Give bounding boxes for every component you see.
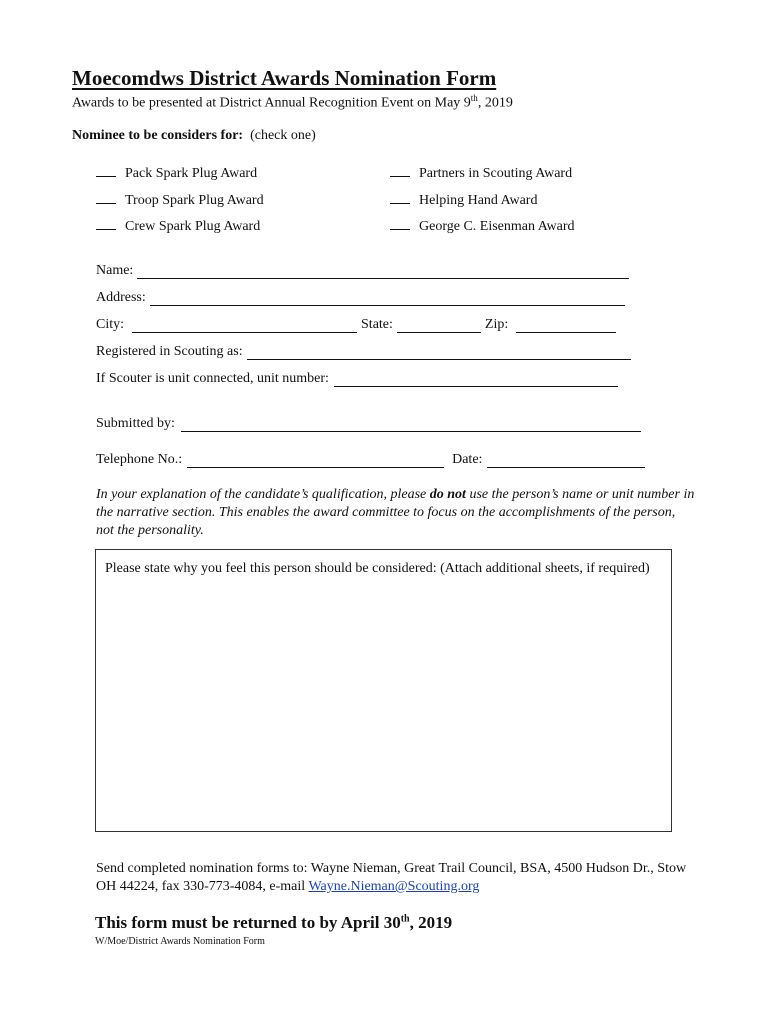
- nominee-hint: (check one): [250, 128, 316, 143]
- note-text-rest: use the person’s name or unit number in the narrative section. This enables the award committee to focus on the accomplishments of the person, not the personality.: [96, 487, 695, 538]
- award-label: Pack Spark Plug Award: [125, 166, 258, 181]
- telephone-field[interactable]: [187, 454, 444, 468]
- submitted-row: [96, 416, 641, 432]
- award-checkbox-blank[interactable]: [390, 165, 410, 177]
- send-instructions: [96, 860, 696, 896]
- name-row: [96, 263, 629, 279]
- registered-label: Registered in Scouting as:: [96, 344, 243, 359]
- form-title: Moecomdws District Awards Nomination Form: [72, 66, 497, 90]
- award-checkbox-blank[interactable]: [96, 192, 116, 204]
- name-label: Name:: [96, 263, 134, 278]
- explanation-textarea[interactable]: [95, 549, 672, 832]
- deadline-text: This form must be returned to by April 30: [95, 913, 401, 932]
- address-field[interactable]: [150, 292, 625, 306]
- subtitle-text: Awards to be presented at District Annual Recognition Event on May 9: [72, 95, 471, 111]
- award-option-pack-spark-plug[interactable]: [96, 165, 257, 182]
- award-option-helping-hand[interactable]: [390, 192, 537, 209]
- state-field[interactable]: [397, 319, 481, 333]
- document-footer: W/Moe/District Awards Nomination Form: [95, 936, 265, 947]
- deadline-year: , 2019: [409, 913, 453, 932]
- city-state-zip-row: [96, 317, 616, 333]
- award-checkbox-blank[interactable]: [96, 218, 116, 230]
- form-subtitle: [72, 93, 513, 112]
- award-label: Partners in Scouting Award: [419, 166, 573, 181]
- date-label: Date:: [452, 452, 483, 467]
- zip-label: Zip:: [484, 317, 509, 332]
- explanation-prompt: Please state why you feel this person should be considered: (Attach additional sheets, if required): [105, 561, 650, 576]
- address-row: [96, 290, 625, 306]
- city-label: City:: [96, 317, 125, 332]
- award-checkbox-blank[interactable]: [390, 218, 410, 230]
- award-option-crew-spark-plug[interactable]: [96, 218, 260, 235]
- award-option-partners-in-scouting[interactable]: [390, 165, 572, 182]
- award-checkbox-blank[interactable]: [390, 192, 410, 204]
- date-field[interactable]: [487, 454, 645, 468]
- nominee-instruction: [72, 128, 316, 144]
- award-option-troop-spark-plug[interactable]: [96, 192, 264, 209]
- registered-row: [96, 344, 631, 360]
- telephone-label: Telephone No.:: [96, 452, 183, 467]
- telephone-date-row: [96, 452, 645, 468]
- submitted-label: Submitted by:: [96, 416, 175, 431]
- zip-field[interactable]: [516, 319, 616, 333]
- subtitle-superscript: th: [470, 93, 478, 103]
- award-label: George C. Eisenman Award: [419, 219, 575, 234]
- name-field[interactable]: [137, 265, 629, 279]
- deadline-superscript: th: [400, 913, 410, 925]
- return-deadline: [95, 913, 452, 933]
- award-label: Troop Spark Plug Award: [125, 193, 264, 208]
- state-label: State:: [361, 317, 393, 332]
- unit-field[interactable]: [334, 373, 618, 387]
- note-text: In your explanation of the candidate’s qualification, please: [96, 487, 430, 502]
- unit-label: If Scouter is unit connected, unit number:: [96, 371, 329, 386]
- note-emphasis: do not: [429, 487, 466, 502]
- email-link[interactable]: Wayne.Nieman@Scouting.org: [308, 879, 480, 894]
- subtitle-year: , 2019: [477, 95, 513, 111]
- award-option-george-eisenman[interactable]: [390, 218, 575, 235]
- address-label: Address:: [96, 290, 146, 305]
- unit-row: [96, 371, 618, 387]
- registered-field[interactable]: [247, 346, 631, 360]
- award-label: Helping Hand Award: [419, 193, 538, 208]
- city-field[interactable]: [132, 319, 357, 333]
- submitted-field[interactable]: [181, 418, 641, 432]
- explanation-note: [96, 486, 696, 540]
- award-label: Crew Spark Plug Award: [125, 219, 261, 234]
- send-text: Send completed nomination forms to: Wayne Nieman, Great Trail Council, BSA, 4500 Hudson Dr., Stow OH 44224, fax 330-773-4084, e-mail: [96, 861, 687, 894]
- nominee-label: Nominee to be considers for:: [72, 128, 244, 143]
- award-checkbox-blank[interactable]: [96, 165, 116, 177]
